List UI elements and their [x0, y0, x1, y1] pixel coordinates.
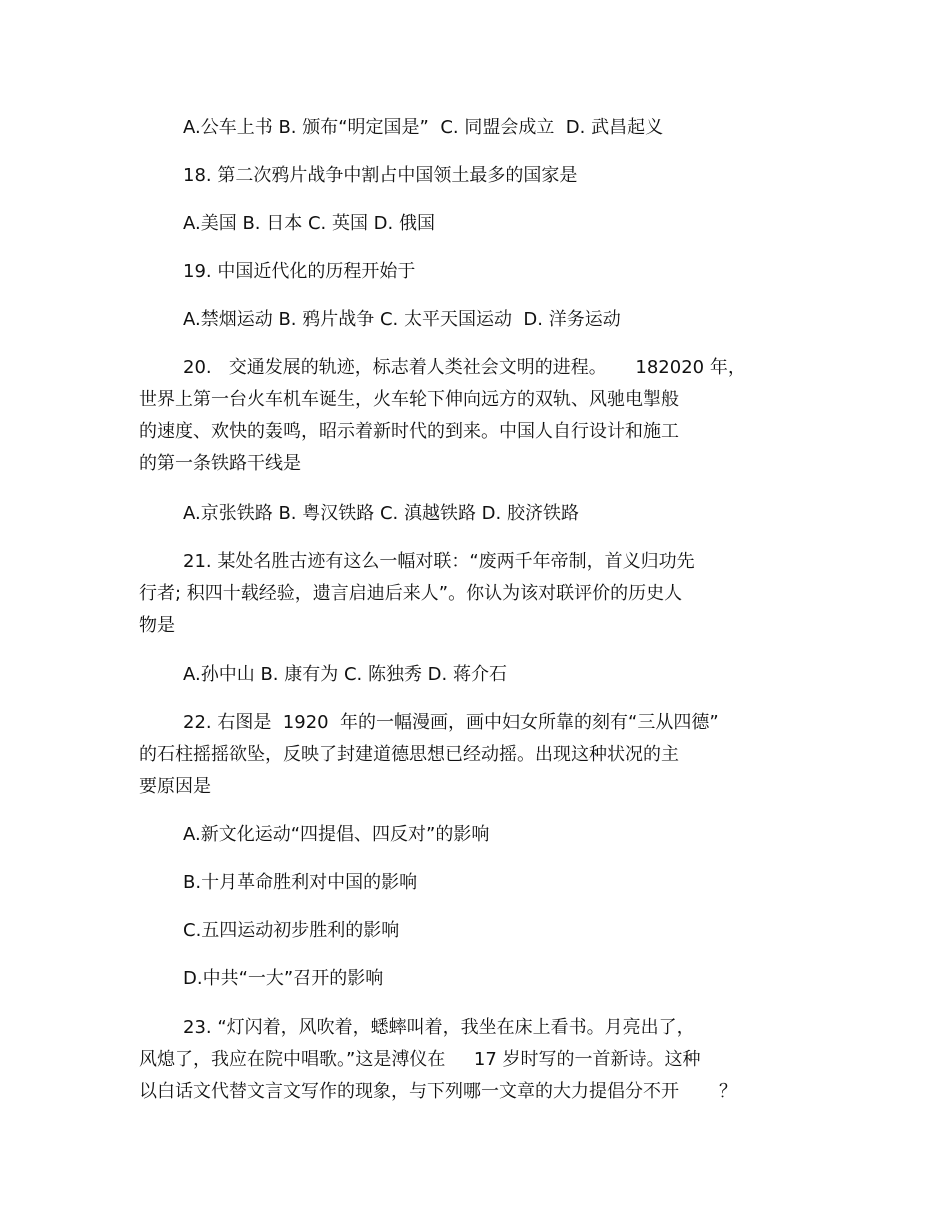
text-line: B.十月革命胜利对中国的影响: [183, 872, 418, 893]
q18-stem: [139, 160, 819, 192]
text-line: 要原因是: [139, 776, 211, 797]
q22-option-d: [139, 963, 819, 995]
text-line: 21. 某处名胜古迹有这么一幅对联：“废两千年帝制，首义归功先: [183, 551, 695, 572]
text-line: A.京张铁路 B. 粤汉铁路 C. 滇越铁路 D. 胶济铁路: [183, 503, 579, 524]
q22-stem: [139, 707, 819, 803]
text-line: A.孙中山 B. 康有为 C. 陈独秀 D. 蒋介石: [183, 664, 507, 685]
text-line: 23. “灯闪着，风吹着，蟋蟀叫着，我坐在床上看书。月亮出了，: [183, 1017, 695, 1038]
text-line: 世界上第一台火车机车诞生，火车轮下伸向远方的双轨、风驰电掣般: [139, 389, 679, 410]
text-line: 22. 右图是 1920 年的一幅漫画，画中妇女所靠的刻有“三从四德”: [183, 712, 719, 733]
q18-options: [139, 208, 819, 240]
text-line: 物是: [139, 615, 175, 636]
text-line: D.中共“一大”召开的影响: [183, 968, 384, 989]
text-line: A.美国 B. 日本 C. 英国 D. 俄国: [183, 213, 435, 234]
text-line: A.公车上书 B. 颁布“明定国是” C. 同盟会成立 D. 武昌起义: [183, 117, 664, 138]
q19-stem: [139, 256, 819, 288]
q22-option-a: [139, 819, 819, 851]
text-line: 行者; 积四十载经验，遗言启迪后来人”。你认为该对联评价的历史人: [139, 583, 683, 604]
q22-option-c: [139, 915, 819, 947]
text-line: 的第一条铁路干线是: [139, 453, 301, 474]
text-line: 19. 中国近代化的历程开始于: [183, 261, 416, 282]
text-line: 20. 交通发展的轨迹，标志着人类社会文明的进程。 182020 年，: [183, 357, 746, 378]
q22-option-b: [139, 867, 819, 899]
q23-stem: [139, 1012, 819, 1108]
q20-options: [139, 498, 819, 530]
q20-stem: [139, 352, 819, 480]
text-line: C.五四运动初步胜利的影响: [183, 920, 400, 941]
q21-options: [139, 659, 819, 691]
q21-stem: [139, 546, 819, 642]
text-line: A.禁烟运动 B. 鸦片战争 C. 太平天国运动 D. 洋务运动: [183, 309, 621, 330]
q19-options: [139, 304, 819, 336]
text-line: 风熄了，我应在院中唱歌。”这是溥仪在 17 岁时写的一首新诗。这种: [139, 1049, 701, 1070]
text-line: 的石柱摇摇欲坠，反映了封建道德思想已经动摇。出现这种状况的主: [139, 744, 679, 765]
text-line: 18. 第二次鸦片战争中割占中国领土最多的国家是: [183, 165, 578, 186]
q17-options: [139, 112, 819, 144]
text-line: A.新文化运动“四提倡、四反对”的影响: [183, 824, 490, 845]
text-line: 以白话文代替文言文写作的现象，与下列哪一文章的大力提倡分不开 ？: [139, 1081, 738, 1102]
text-line: 的速度、欢快的轰鸣，昭示着新时代的到来。中国人自行设计和施工: [139, 421, 679, 442]
